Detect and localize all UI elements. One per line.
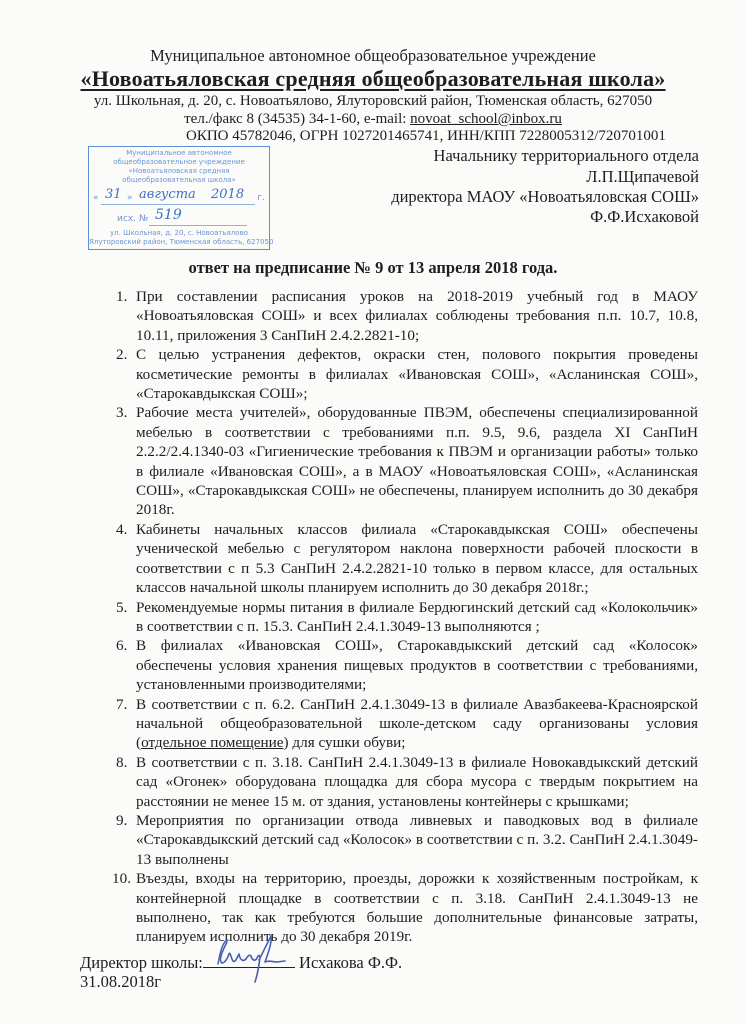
stamp-line-1: Муниципальное автономное (126, 149, 232, 157)
letterhead-org-name (0, 66, 746, 92)
phone-text: тел./факс 8 (34535) 34-1-60, e-mail: (184, 111, 411, 127)
item-number: 4. (116, 520, 128, 538)
stamp-outgoing-number: 519 (155, 207, 182, 223)
letterhead-codes: ОКПО 45782046, ОГРН 1027201465741, ИНН/КПП 7228005312/720701001 (186, 128, 666, 144)
list-item (112, 811, 698, 869)
stamp-address-1: ул. Школьная, д. 20, с. Новоатьялово (110, 229, 248, 237)
item-text: При составлении расписания уроков на 2018-2019 учебный год в МАОУ «Новоатьяловская СОШ» и всех филиалах соблюдены требования п.п. 10.7, 10.8, 10.11, приложения 3 СанПиН 2.4.2.2821-10; (136, 288, 698, 344)
item-text: В соответствии с п. 3.18. СанПиН 2.4.1.3049-13 в филиале Новокавдыкский детский сад «Огонек» оборудована площадка для сбора мусора с твердым покрытием на расстоянии не менее 15 м. от здания, установлены контейнеры с крышками; (136, 753, 698, 810)
item-text: Рекомендуемые нормы питания в филиале Бердюгинский детский сад «Колокольчик» в соответствии с п. 15.3. СанПиН 2.4.1.3049-13 выполняются ; (136, 598, 698, 635)
item-text: Въезды, входы на территорию, проезды, дорожки к хозяйственным постройкам, к контейнерной площадке в соответствии с п. 3.18. СанПиН 2.4.1.3049-13 не выполнено, так как требуются большие дополнительные финансовые затраты, планируем исполнить до 30 декабря 2019г. (136, 870, 698, 946)
item-text: В филиалах «Ивановская СОШ», Старокавдыкский детский сад «Колосок» обеспечены условия хранения пищевых продуктов в соответствии с требованиями, установленными производителями; (136, 637, 698, 694)
stamp-address-2: Ялуторовский район, Тюменская область, 627050 (89, 238, 274, 246)
stamp-quote-close: » (127, 193, 133, 203)
handwritten-signature (213, 932, 303, 986)
recipient-line-2: Л.П.Щипачевой (586, 167, 699, 186)
item-text: Кабинеты начальных классов филиала «Старокавдыкская СОШ» обеспечены ученической мебелью с регулятором наклона поверхности рабочей плоскости в соответствии с п 5.3 СанПиН 2.4.2.2821-10 только в первом классе, для остальных классов начальной школы планируем исполнить до 30 декабря 2018г.; (136, 520, 698, 597)
signature-date: 31.08.2018г (80, 972, 162, 991)
list-item (112, 345, 698, 403)
list-item (112, 403, 698, 519)
letterhead-address: ул. Школьная, д. 20, с. Новоатьялово, Ялуторовский район, Тюменская область, 627050 (93, 93, 653, 109)
stamp-line-4: общеобразовательная школа» (122, 176, 236, 184)
list-item (112, 598, 698, 637)
list-item (112, 753, 698, 811)
stamp-day: 31 (105, 187, 122, 202)
letterhead-org-type: Муниципальное автономное общеобразовательное учреждение (150, 46, 596, 65)
list-item (112, 869, 698, 947)
item-number: 7. (116, 695, 128, 713)
list-item (112, 287, 698, 345)
stamp-year: 2018 (211, 187, 245, 202)
item-number: 8. (116, 753, 128, 771)
document-title: ответ на предписание № 9 от 13 апреля 2018 года. (188, 258, 558, 277)
stamp-year-suffix: г. (257, 193, 265, 203)
stamp-outgoing-label: исх. № (117, 214, 149, 224)
list-item (112, 636, 698, 694)
item-text: Мероприятия по организации отвода ливневых и паводковых вод в филиале «Старокавдыкский детский сад «Колосок» в соответствии с п. 3.2. СанПиН 2.4.1.3049-13 выполнены (136, 811, 698, 868)
email-link[interactable]: novoat_school@inbox.ru (410, 111, 562, 127)
item-number: 10. (112, 870, 131, 888)
registration-stamp (88, 146, 274, 250)
stamp-date-underline (101, 204, 255, 205)
item-number: 9. (116, 811, 128, 829)
item-number: 6. (116, 637, 128, 655)
recipient-line-3: директора МАОУ «Новоатьяловская СОШ» (391, 187, 699, 206)
stamp-line-3: «Новоатьяловская средняя (128, 167, 230, 175)
item-number: 2. (116, 346, 128, 364)
item-text-before: В соответствии с п. 6.2. СанПиН 2.4.1.3049-13 в филиале Авазбакеева-Красноярской начальной общеобразовательной школе-детском саду организованы условия ( (136, 695, 698, 752)
stamp-number-row (89, 207, 269, 227)
item-text-underlined: отдельное помещение (141, 734, 284, 752)
stamp-date-row (93, 187, 265, 205)
stamp-line-2: общеобразовательное учреждение (113, 158, 245, 166)
recipient-line-4: Ф.Ф.Исхаковой (590, 207, 699, 226)
stamp-number-underline (149, 225, 247, 226)
list-item (112, 520, 698, 598)
stamp-quote-open: « (93, 193, 99, 203)
item-number: 1. (116, 288, 128, 305)
item-number: 5. (116, 598, 128, 616)
item-number: 3. (116, 404, 128, 422)
item-text: С целью устранения дефектов, окраски стен, полового покрытия проведены косметические ремонты в филиалах «Ивановская СОШ», «Асланинская СОШ», «Старокавдыкская СОШ»; (136, 346, 698, 403)
item-text: Рабочие места учителей», оборудованные ПВЭМ, обеспечены специализированной мебелью в соответствии с требованиями п.п. 9.5, 9.6, раздела XI СанПиН 2.2.2/2.4.1340-03 «Гигиенические требования к ПВЭМ и организации работы» только в филиале «Ивановская СОШ», а в МАОУ «Новоатьяловская СОШ», «Асланинская СОШ», «Старокавдыкская СОШ» не обеспечены, планируем исполнить до 30 декабря 2018г. (136, 404, 698, 519)
item-text-after: ) для сушки обуви; (283, 734, 406, 752)
stamp-month: августа (139, 187, 196, 202)
letterhead-contacts (0, 111, 746, 128)
signatory-name: Исхакова Ф.Ф. (299, 953, 403, 972)
signature-label: Директор школы: (80, 953, 203, 972)
org-name-text: «Новоатьяловская средняя общеобразовательная школа» (80, 66, 666, 91)
list-item (112, 695, 698, 753)
response-list (112, 287, 698, 947)
recipient-line-1: Начальнику территориального отдела (433, 146, 699, 165)
